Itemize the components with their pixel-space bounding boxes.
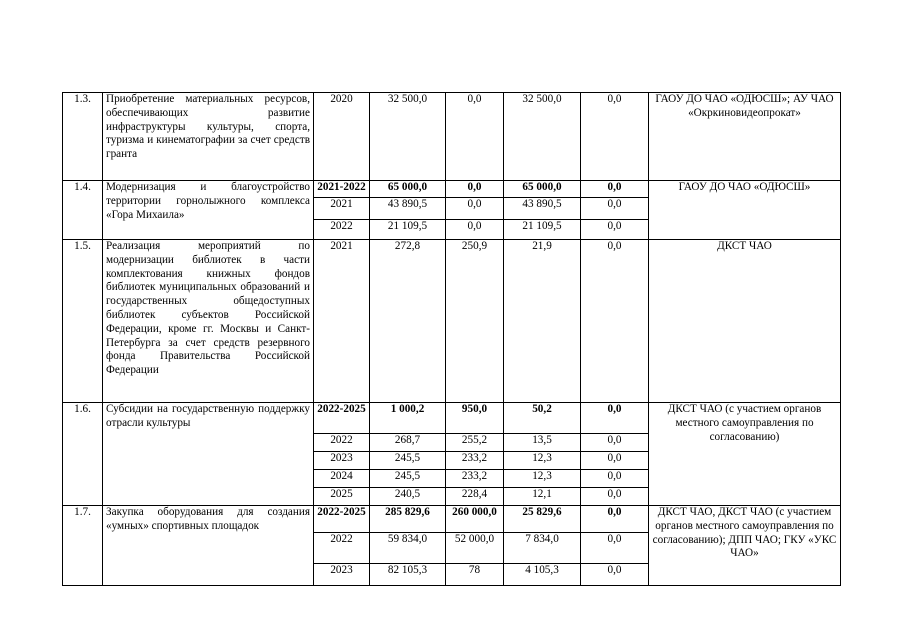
total-amount: 43 890,5: [370, 198, 446, 220]
table-row: [63, 240, 841, 403]
regional-amount: 50,2: [504, 403, 581, 434]
item-number: 1.4.: [63, 181, 103, 240]
total-amount: 21 109,5: [370, 220, 446, 240]
federal-amount: 255,2: [446, 434, 504, 452]
federal-amount: 0,0: [446, 93, 504, 181]
program-activities-table: [62, 92, 841, 586]
other-amount: 0,0: [581, 452, 649, 470]
period-year: 2021: [314, 240, 370, 403]
table-row: [63, 506, 841, 533]
executor: ДКСТ ЧАО (с участием органов местного самоуправления по согласованию): [649, 403, 841, 506]
federal-amount: 250,9: [446, 240, 504, 403]
item-number: 1.5.: [63, 240, 103, 403]
regional-amount: 21 109,5: [504, 220, 581, 240]
activity-name: Субсидии на государственную поддержку отрасли культуры: [103, 403, 314, 506]
table-body: [63, 93, 841, 586]
other-amount: 0,0: [581, 220, 649, 240]
executor: ДКСТ ЧАО, ДКСТ ЧАО (с участием органов местного самоуправления по согласованию); ДПП ЧАО; ГКУ «УКС ЧАО»: [649, 506, 841, 586]
federal-amount: 233,2: [446, 452, 504, 470]
regional-amount: 13,5: [504, 434, 581, 452]
federal-amount: 228,4: [446, 488, 504, 506]
regional-amount: 12,3: [504, 452, 581, 470]
federal-amount: 0,0: [446, 220, 504, 240]
total-amount: 59 834,0: [370, 533, 446, 564]
period-year: 2022-2025: [314, 403, 370, 434]
federal-amount: 0,0: [446, 198, 504, 220]
total-amount: 1 000,2: [370, 403, 446, 434]
other-amount: 0,0: [581, 470, 649, 488]
period-year: 2022: [314, 434, 370, 452]
other-amount: 0,0: [581, 434, 649, 452]
other-amount: 0,0: [581, 403, 649, 434]
item-number: 1.6.: [63, 403, 103, 506]
activity-name: Закупка оборудования для создания «умных» спортивных площадок: [103, 506, 314, 586]
total-amount: 65 000,0: [370, 181, 446, 198]
regional-amount: 12,3: [504, 470, 581, 488]
item-number: 1.7.: [63, 506, 103, 586]
activity-name: Модернизация и благоустройство территории горнолыжного комплекса «Гора Михаила»: [103, 181, 314, 240]
other-amount: 0,0: [581, 533, 649, 564]
executor: ДКСТ ЧАО: [649, 240, 841, 403]
other-amount: 0,0: [581, 93, 649, 181]
period-year: 2022-2025: [314, 506, 370, 533]
regional-amount: 32 500,0: [504, 93, 581, 181]
period-year: 2021-2022: [314, 181, 370, 198]
regional-amount: 65 000,0: [504, 181, 581, 198]
executor: ГАОУ ДО ЧАО «ОДЮСШ»: [649, 181, 841, 240]
regional-amount: 7 834,0: [504, 533, 581, 564]
executor: ГАОУ ДО ЧАО «ОДЮСШ»; АУ ЧАО «Окркиновидеопрокат»: [649, 93, 841, 181]
period-year: 2023: [314, 452, 370, 470]
period-year: 2022: [314, 533, 370, 564]
item-number: 1.3.: [63, 93, 103, 181]
period-year: 2023: [314, 564, 370, 586]
period-year: 2022: [314, 220, 370, 240]
other-amount: 0,0: [581, 240, 649, 403]
federal-amount: 0,0: [446, 181, 504, 198]
federal-amount: 233,2: [446, 470, 504, 488]
total-amount: 268,7: [370, 434, 446, 452]
total-amount: 245,5: [370, 452, 446, 470]
total-amount: 82 105,3: [370, 564, 446, 586]
table-row: [63, 93, 841, 181]
period-year: 2020: [314, 93, 370, 181]
other-amount: 0,0: [581, 181, 649, 198]
period-year: 2024: [314, 470, 370, 488]
total-amount: 272,8: [370, 240, 446, 403]
total-amount: 240,5: [370, 488, 446, 506]
federal-amount: 52 000,0: [446, 533, 504, 564]
table-row: [63, 181, 841, 198]
regional-amount: 12,1: [504, 488, 581, 506]
table-row: [63, 403, 841, 434]
activity-name: Реализация мероприятий по модернизации библиотек в части комплектования книжных фондов библиотек муниципальных образований и государственных общедоступных библиотек субъектов Российской Федерации, кроме гг. Москвы и Санкт-Петербурга за счет средств резервного фонда Правительства Российской Федерации: [103, 240, 314, 403]
total-amount: 32 500,0: [370, 93, 446, 181]
federal-amount: 78: [446, 564, 504, 586]
total-amount: 245,5: [370, 470, 446, 488]
other-amount: 0,0: [581, 564, 649, 586]
regional-amount: 43 890,5: [504, 198, 581, 220]
federal-amount: 950,0: [446, 403, 504, 434]
total-amount: 285 829,6: [370, 506, 446, 533]
other-amount: 0,0: [581, 198, 649, 220]
period-year: 2021: [314, 198, 370, 220]
other-amount: 0,0: [581, 506, 649, 533]
regional-amount: 25 829,6: [504, 506, 581, 533]
activity-name: Приобретение материальных ресурсов, обеспечивающих развитие инфраструктуры культуры, спорта, туризма и кинематографии за счет средств гранта: [103, 93, 314, 181]
other-amount: 0,0: [581, 488, 649, 506]
regional-amount: 21,9: [504, 240, 581, 403]
regional-amount: 4 105,3: [504, 564, 581, 586]
period-year: 2025: [314, 488, 370, 506]
federal-amount: 260 000,0: [446, 506, 504, 533]
